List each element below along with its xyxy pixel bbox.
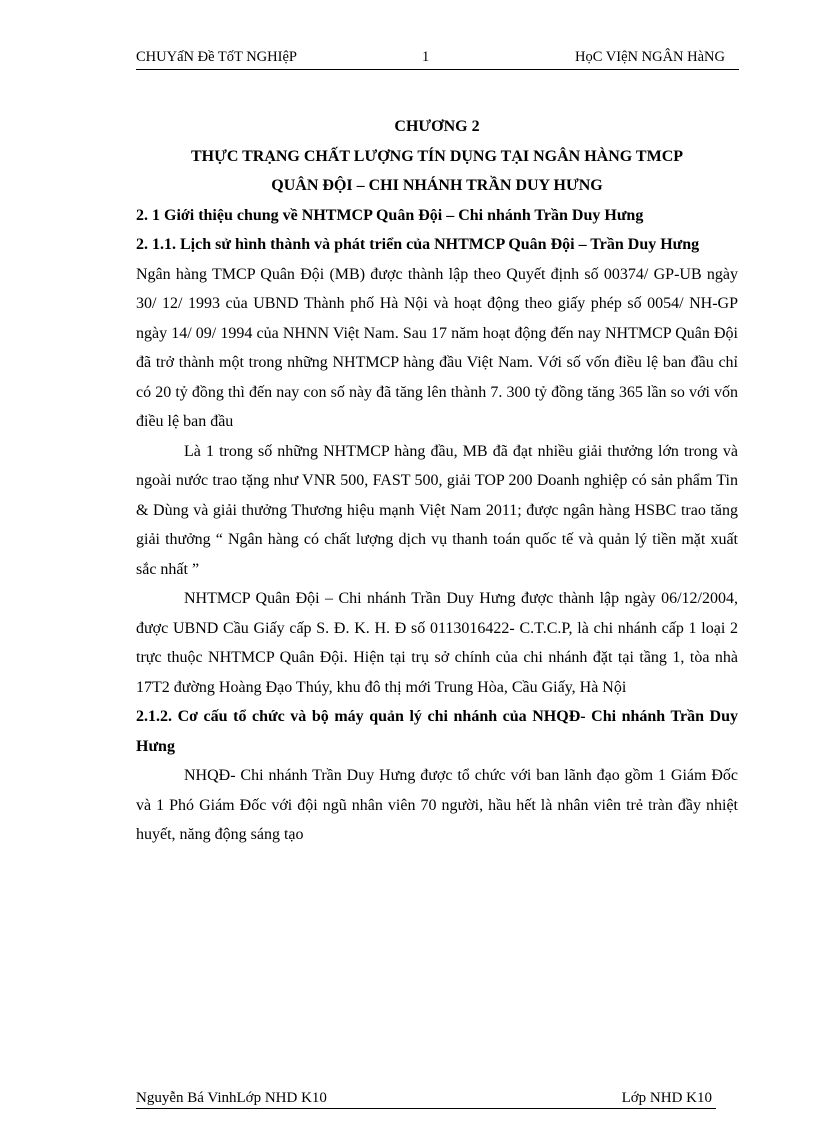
page-footer <box>136 1090 716 1110</box>
footer-author: Nguyễn Bá VinhLớp NHD K10 <box>136 1090 327 1106</box>
section-heading-2-1-2: 2.1.2. Cơ cấu tổ chức và bộ máy quản lý chi nhánh của NHQĐ- Chi nhánh Trần Duy Hưng <box>136 708 738 755</box>
paragraph-branch: NHTMCP Quân Đội – Chi nhánh Trần Duy Hưng được thành lập ngày 06/12/2004, được UBND Cầu Giấy cấp S. Đ. K. H. Đ số 0113016422- C.T.C.P, là chi nhánh cấp 1 loại 2 trực thuộc NHTMCP Quân Đội. Hiện tại trụ sở chính của chi nhánh đặt tại tầng 1, tòa nhà 17T2 đường Hoàng Đạo Thúy, khu đô thị mới Trung Hòa, Cầu Giấy, Hà Nội <box>136 590 738 696</box>
section-heading-2-1-1: 2. 1.1. Lịch sử hình thành và phát triển của NHTMCP Quân Đội – Trần Duy Hưng <box>136 236 700 253</box>
paragraph-organization: NHQĐ- Chi nhánh Trần Duy Hưng được tổ chức với ban lãnh đạo gồm 1 Giám Đốc và 1 Phó Giám Đốc với đội ngũ nhân viên 70 người, hầu hết là nhân viên trẻ tràn đầy nhiệt huyết, năng động sáng tạo <box>136 767 738 843</box>
section-heading-2-1: 2. 1 Giới thiệu chung về NHTMCP Quân Đội – Chi nhánh Trần Duy Hưng <box>136 206 644 224</box>
header-left-text: CHUYấN Đề TốT NGHIệP <box>136 49 297 65</box>
footer-class: Lớp NHD K10 <box>621 1090 712 1106</box>
chapter-label: CHƯƠNG 2 <box>394 118 480 135</box>
page-header <box>136 49 739 70</box>
paragraph-history: Ngân hàng TMCP Quân Đội (MB) được thành lập theo Quyết định số 00374/ GP-UB ngày 30/ 12/ 1993 của UBND Thành phố Hà Nội và hoạt động theo giấy phép số 0054/ NH-GP ngày 14/ 09/ 1994 của NHNN Việt Nam. Sau 17 năm hoạt động đến nay NHTMCP Quân Đội đã trở thành một trong những NHTMCP hàng đầu Việt Nam. Với số vốn điều lệ ban đầu chỉ có 20 tỷ đồng thì đến nay con số này đã tăng lên thành 7. 300 tỷ đồng tăng 365 lần so với vốn điều lệ ban đầu <box>136 265 738 430</box>
chapter-title-line2: QUÂN ĐỘI – CHI NHÁNH TRẦN DUY HƯNG <box>271 177 603 194</box>
chapter-title-line1: THỰC TRẠNG CHẤT LƯỢNG TÍN DỤNG TẠI NGÂN HÀNG TMCP <box>190 147 684 165</box>
header-right-text: HọC VIệN NGÂN HàNG <box>575 49 725 65</box>
document-body <box>136 112 738 850</box>
page-number: 1 <box>422 49 430 65</box>
footer-rule <box>136 1108 716 1109</box>
paragraph-awards: Là 1 trong số những NHTMCP hàng đầu, MB đã đạt nhiều giải thưởng lớn trong và ngoài nước trao tặng như VNR 500, FAST 500, giải TOP 200 Doanh nghiệp có sản phẩm Tin & Dùng và giải thưởng Thương hiệu mạnh Việt Nam 2011; được ngân hàng HSBC trao tăng giải thưởng “ Ngân hàng có chất lượng dịch vụ thanh toán quốc tế và quản lý tiền mặt xuất sắc nhất ” <box>136 442 738 578</box>
